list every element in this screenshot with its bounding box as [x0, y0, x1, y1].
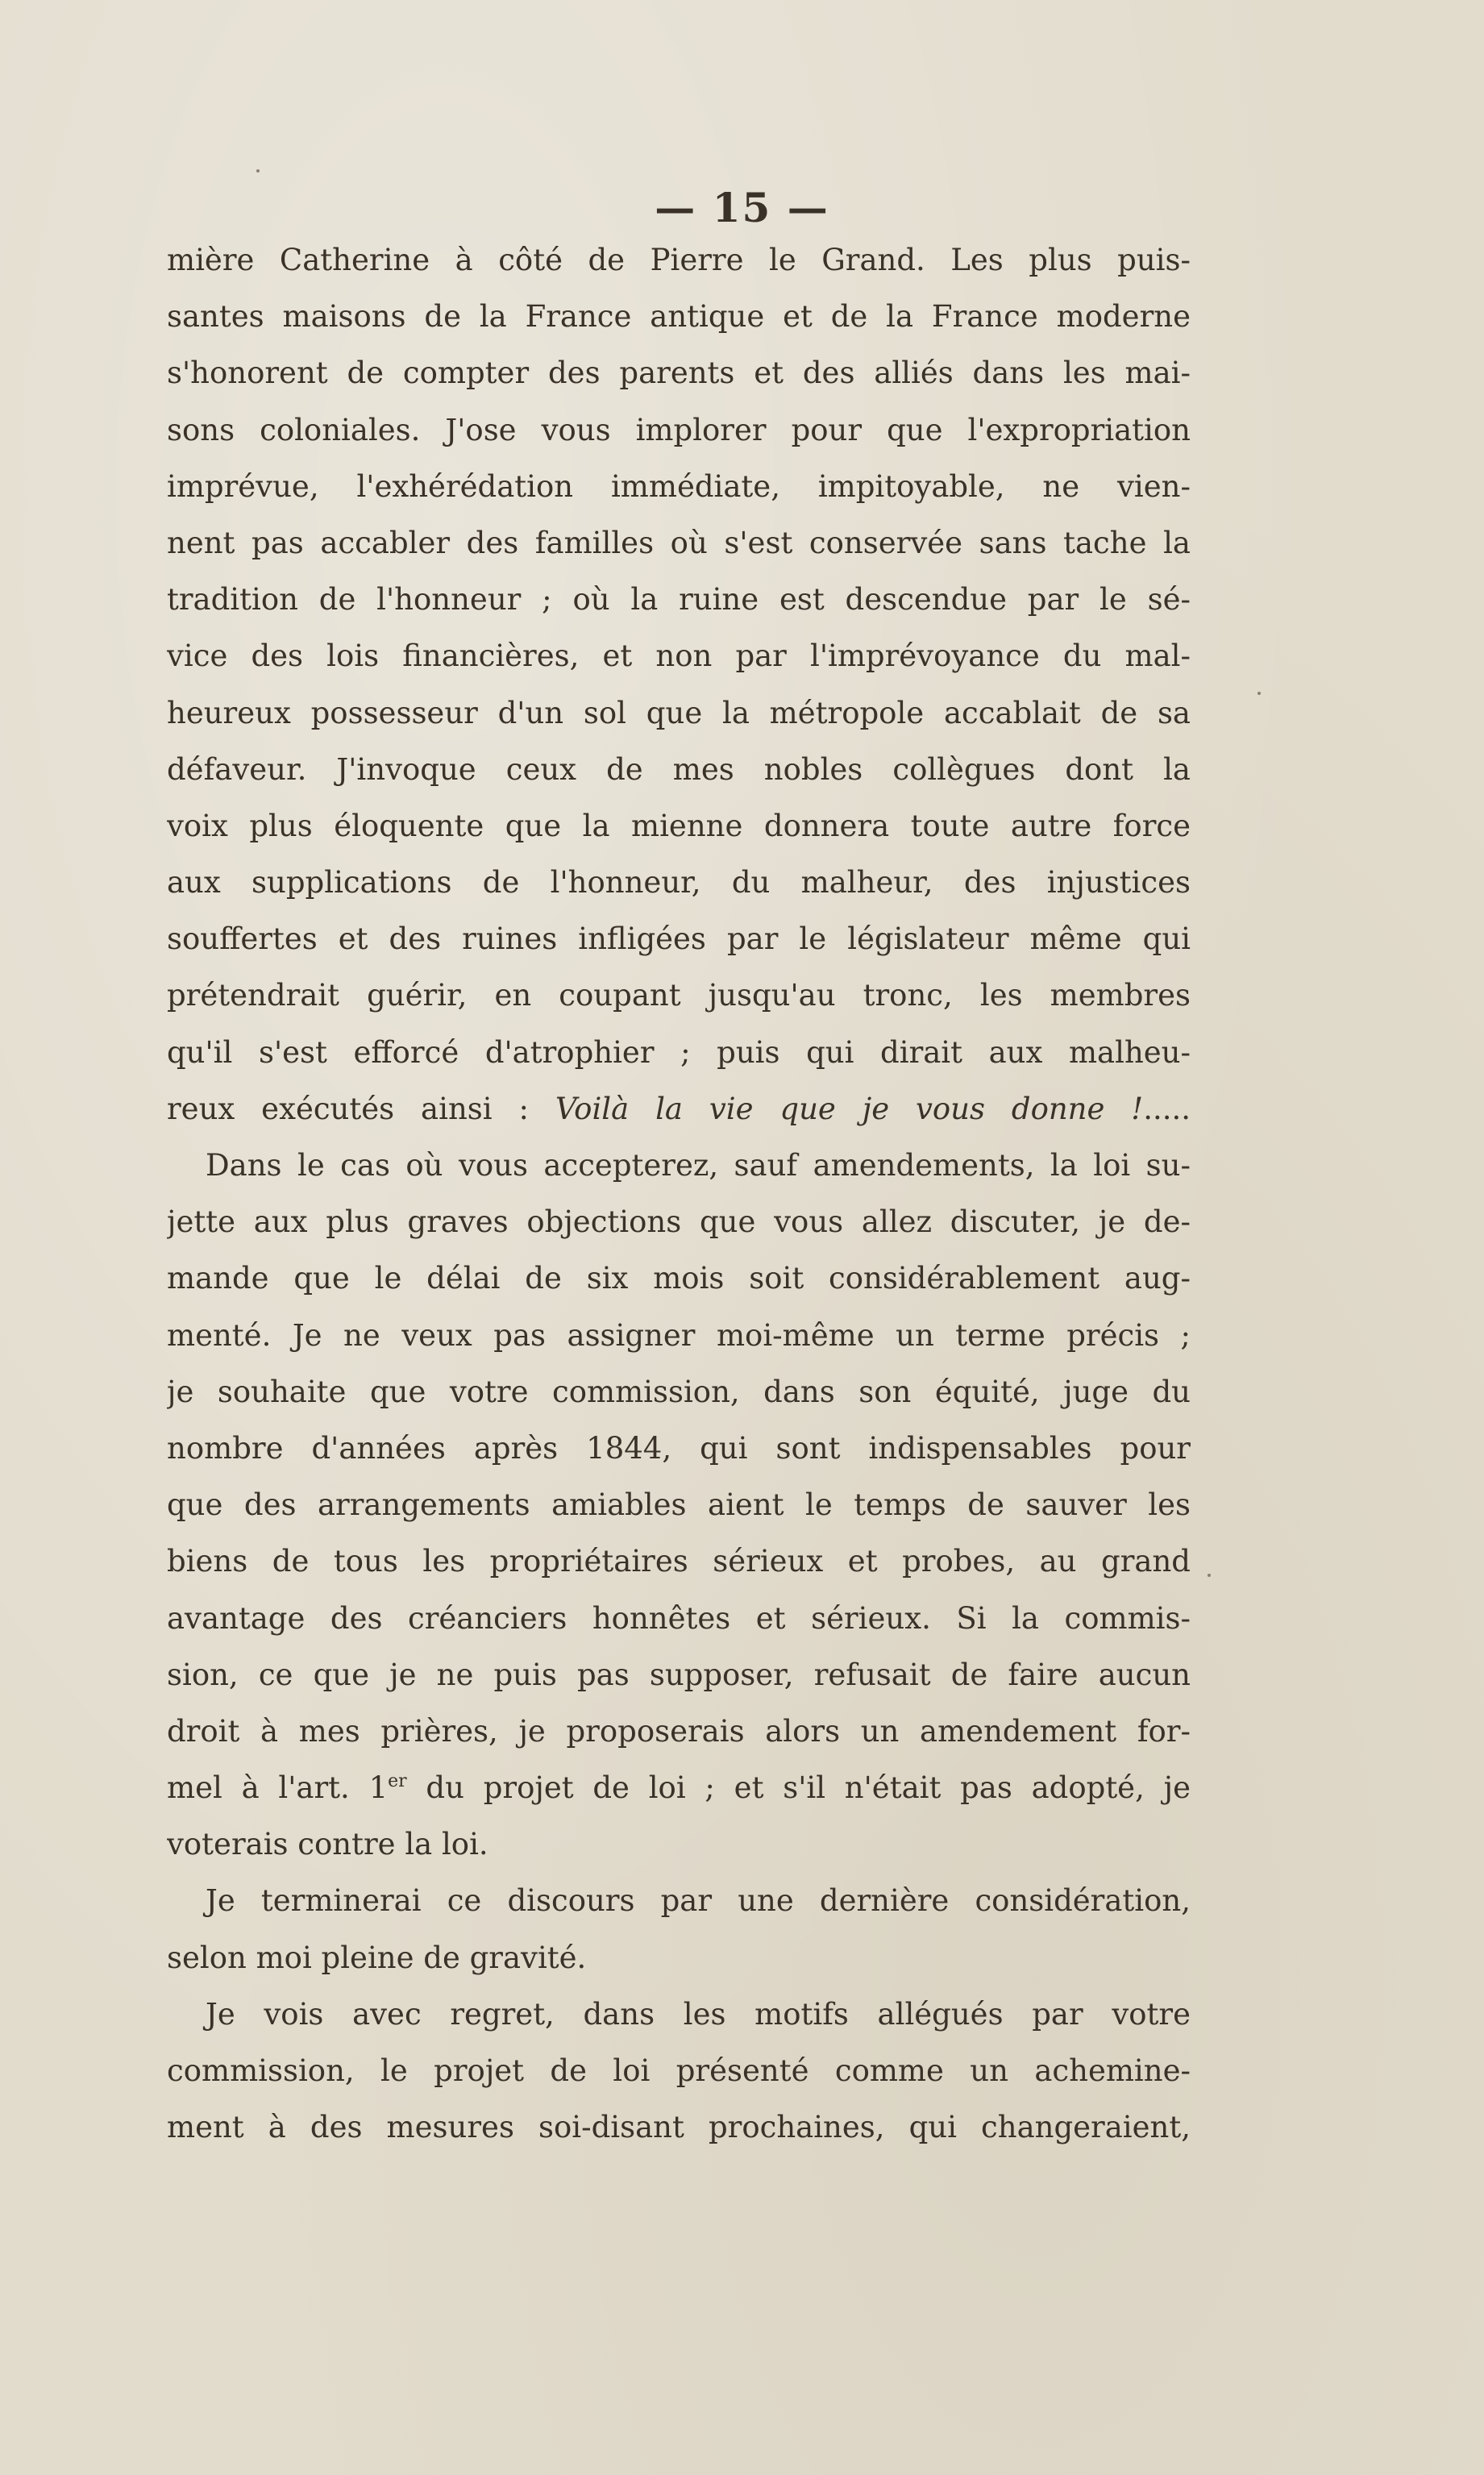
text-line: prétendrait guérir, en coupant jusqu'au tronc, les membres: [167, 978, 1191, 1013]
text-line: commission, le projet de loi présenté comme un achemine-: [167, 2053, 1191, 2088]
paper-speck: [1257, 692, 1261, 695]
italic-quote: Voilà la vie que je vous donne !: [555, 1091, 1144, 1126]
text-line: ment à des mesures soi-disant prochaines, qui changeraient,: [167, 2110, 1191, 2145]
text-line-quote: [167, 1081, 1191, 1138]
paragraph-start: Je vois avec regret, dans les motifs allégués par votre: [206, 1996, 1191, 2032]
text-line: je souhaite que votre commission, dans son équité, juge du: [167, 1374, 1191, 1409]
text-line: qu'il s'est efforcé d'atrophier ; puis qui dirait aux malheu-: [167, 1034, 1191, 1070]
body-text: [167, 232, 1191, 2156]
text-line: nent pas accabler des familles où s'est conservée sans tache la: [167, 525, 1191, 560]
quote-lead-in: reux exécutés ainsi :: [167, 1091, 555, 1126]
text-line: tradition de l'honneur ; où la ruine est descendue par le sé-: [167, 582, 1191, 618]
text-line: vice des lois financières, et non par l'imprévoyance du mal-: [167, 639, 1191, 674]
text-line: avantage des créanciers honnêtes et sérieux. Si la commis-: [167, 1600, 1191, 1636]
article-suffix: du projet de loi ; et s'il n'était pas adopté, je: [406, 1770, 1191, 1806]
text-line: sons coloniales. J'ose vous implorer pour que l'expropriation: [167, 412, 1191, 447]
text-line: que des arrangements amiables aient le temps de sauver les: [167, 1487, 1191, 1523]
paragraph-start: Dans le cas où vous accepterez, sauf amendements, la loi su-: [206, 1148, 1191, 1183]
paragraph-end: voterais contre la loi.: [167, 1827, 488, 1862]
article-prefix: mel à l'art. 1: [167, 1770, 389, 1806]
text-line: voix plus éloquente que la mienne donnera toute autre force: [167, 808, 1191, 843]
text-line: droit à mes prières, je proposerais alors un amendement for-: [167, 1713, 1191, 1749]
text-line: s'honorent de compter des parents et des alliés dans les mai-: [167, 356, 1191, 391]
text-line: souffertes et des ruines infligées par le législateur même qui: [167, 921, 1191, 957]
text-line: heureux possesseur d'un sol que la métropole accablait de sa: [167, 695, 1191, 730]
text-line: nombre d'années après 1844, qui sont indispensables pour: [167, 1430, 1191, 1466]
paper-speck: [256, 169, 260, 173]
text-line: sion, ce que je ne puis pas supposer, refusait de faire aucun: [167, 1657, 1191, 1692]
paragraph-start: Je terminerai ce discours par une dernière considération,: [206, 1883, 1191, 1919]
text-line-article: [167, 1760, 1191, 1816]
ordinal-superscript: er: [388, 1771, 407, 1792]
text-line: imprévue, l'exhérédation immédiate, impitoyable, ne vien-: [167, 468, 1191, 504]
text-line: jette aux plus graves objections que vous allez discuter, je de-: [167, 1204, 1191, 1240]
text-line: aux supplications de l'honneur, du malheur, des injustices: [167, 865, 1191, 901]
paper-speck: [1208, 1574, 1211, 1577]
text-line: santes maisons de la France antique et de la France moderne: [167, 299, 1191, 335]
text-line: biens de tous les propriétaires sérieux et probes, au grand: [167, 1544, 1191, 1579]
text-line: défaveur. J'invoque ceux de mes nobles collègues dont la: [167, 751, 1191, 787]
quote-ellipsis: .....: [1143, 1091, 1191, 1126]
text-line: mande que le délai de six mois soit considérablement aug-: [167, 1261, 1191, 1296]
paragraph-end: selon moi pleine de gravité.: [167, 1940, 587, 1975]
page-number: — 15 —: [655, 184, 829, 231]
text-line: mière Catherine à côté de Pierre le Grand. Les plus puis-: [167, 243, 1191, 277]
text-line: menté. Je ne veux pas assigner moi-même un terme précis ;: [167, 1317, 1191, 1353]
